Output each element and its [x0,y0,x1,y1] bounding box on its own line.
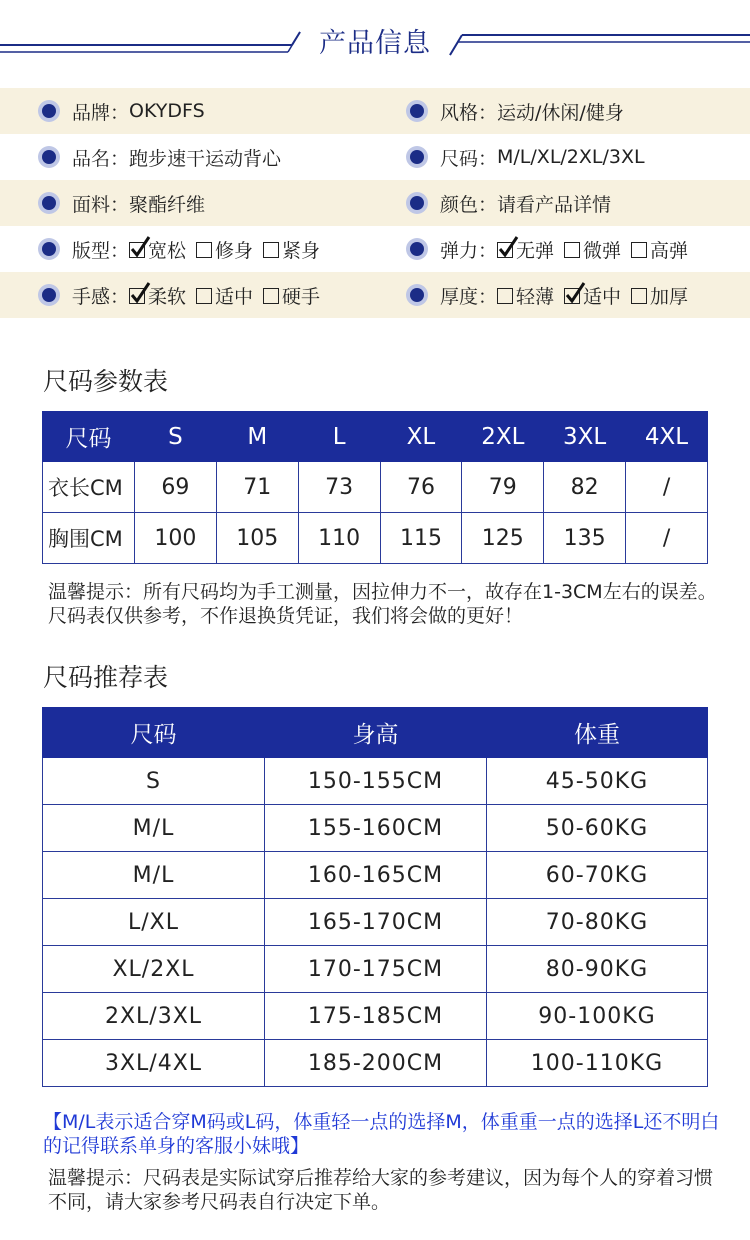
size-params-title: 尺码参数表 [43,367,169,396]
checkbox-icon [263,288,279,304]
option-item [129,282,186,309]
size-reco-table [42,707,708,1087]
table-cell: 135 [544,513,626,564]
option-label: 无弹 [516,239,555,262]
table-row [43,899,708,946]
table-cell: M/L [43,805,265,852]
table-cell: / [626,513,708,564]
table-row [43,993,708,1040]
table-header-cell: 3XL [544,412,626,462]
table-cell: 125 [462,513,544,564]
table-cell: 170-175CM [265,946,487,993]
bullet-icon [410,242,424,256]
table-cell: 50-60KG [487,805,708,852]
size-params-table [42,411,708,564]
info-label: 颜色： [440,193,498,216]
option-label: 高弹 [650,239,689,262]
table-header-cell: XL [380,412,462,462]
bullet-icon [410,150,424,164]
info-row [0,180,750,226]
checkbox-icon [263,242,279,258]
info-label: 弹力： [440,239,498,262]
product-info [0,88,750,318]
table-header-row [43,708,708,758]
option-item [564,282,621,309]
table-cell: 105 [216,513,298,564]
thickness-options [410,282,698,309]
table-cell: S [43,758,265,805]
table-row [43,805,708,852]
option-item [129,236,186,263]
size-reco-blue-note: 【M/L表示适合穿M码或L码，体重轻一点的选择M，体重重一点的选择L还不明白的记得联系单身的客服小妹哦】 [43,1111,720,1157]
table-cell: 150-155CM [265,758,487,805]
table-header-cell: 尺码 [43,708,265,758]
option-label: 加厚 [650,285,689,308]
checkbox-icon [564,242,580,258]
table-cell: 69 [135,462,217,513]
checkbox-icon [631,288,647,304]
option-item [497,236,554,263]
info-value: 跑步速干运动背心 [129,147,282,170]
option-label: 适中 [583,285,622,308]
info-value: 请看产品详情 [497,193,612,216]
table-cell: 80-90KG [487,946,708,993]
info-label: 风格： [440,101,498,124]
table-cell: 82 [544,462,626,513]
elastic-options [410,236,698,263]
table-header-cell: M [216,412,298,462]
table-cell: M/L [43,852,265,899]
option-label: 宽松 [148,239,187,262]
checkbox-icon [196,242,212,258]
size-reco-note: 温馨提示：尺码表是实际试穿后推荐给大家的参考建议，因为每个人的穿着习惯不同，请大家参考尺码表自行决定下单。 [48,1167,714,1213]
bullet-icon [42,196,56,210]
option-item [564,236,621,263]
checkbox-checked-icon [564,288,580,304]
table-row [43,852,708,899]
table-header-cell: 身高 [265,708,487,758]
table-cell: 衣长CM [43,462,135,513]
info-value: 运动/休闲/健身 [497,101,624,124]
option-label: 微弹 [583,239,622,262]
fit-options [42,236,330,263]
table-cell: 3XL/4XL [43,1040,265,1087]
table-cell: L/XL [43,899,265,946]
option-label: 柔软 [148,285,187,308]
table-cell: 2XL/3XL [43,993,265,1040]
option-label: 紧身 [282,239,321,262]
table-cell: 100 [135,513,217,564]
info-label: 品牌： [72,101,130,124]
table-row [43,758,708,805]
checkbox-checked-icon [129,288,145,304]
checkbox-checked-icon [497,242,513,258]
checkbox-icon [631,242,647,258]
table-cell: 76 [380,462,462,513]
table-header-cell: 体重 [487,708,708,758]
table-cell: XL/2XL [43,946,265,993]
option-item [497,282,554,309]
checkbox-icon [497,288,513,304]
table-cell: 45-50KG [487,758,708,805]
info-label: 尺码： [440,147,498,170]
table-header-cell: 尺码 [43,412,135,462]
table-cell: 185-200CM [265,1040,487,1087]
table-cell: 115 [380,513,462,564]
info-label: 厚度： [440,285,498,308]
info-value: OKYDFS [129,100,205,122]
info-row [0,226,750,272]
table-cell: 60-70KG [487,852,708,899]
table-row [43,1040,708,1087]
table-cell: 71 [216,462,298,513]
table-header-row [43,412,708,462]
section-header [0,0,750,70]
info-row [0,134,750,180]
table-cell: 70-80KG [487,899,708,946]
table-cell: / [626,462,708,513]
table-cell: 110 [298,513,380,564]
bullet-icon [42,104,56,118]
table-header-cell: 2XL [462,412,544,462]
page-title: 产品信息 [319,28,431,59]
info-row [0,272,750,318]
option-item [631,236,688,263]
option-label: 修身 [215,239,254,262]
table-row [43,513,708,564]
table-cell: 胸围CM [43,513,135,564]
bullet-icon [42,288,56,302]
bullet-icon [42,150,56,164]
option-label: 适中 [215,285,254,308]
bullet-icon [410,196,424,210]
table-cell: 155-160CM [265,805,487,852]
table-cell: 73 [298,462,380,513]
table-cell: 79 [462,462,544,513]
info-label: 品名： [72,147,130,170]
info-label: 面料： [72,193,130,216]
table-header-cell: L [298,412,380,462]
option-item [631,282,688,309]
checkbox-icon [196,288,212,304]
checkbox-checked-icon [129,242,145,258]
table-cell: 90-100KG [487,993,708,1040]
option-item [263,282,320,309]
table-cell: 100-110KG [487,1040,708,1087]
option-item [196,282,253,309]
info-row [0,88,750,134]
option-item [196,236,253,263]
size-reco-title: 尺码推荐表 [43,663,169,692]
table-header-cell: 4XL [626,412,708,462]
table-header-cell: S [135,412,217,462]
option-label: 硬手 [282,285,321,308]
table-row [43,946,708,993]
bullet-icon [410,104,424,118]
option-item [263,236,320,263]
info-label: 手感： [72,285,130,308]
table-cell: 165-170CM [265,899,487,946]
table-cell: 160-165CM [265,852,487,899]
table-row [43,462,708,513]
info-value: M/L/XL/2XL/3XL [497,146,645,168]
size-params-note: 温馨提示：所有尺码均为手工测量，因拉伸力不一，故存在1-3CM左右的误差。尺码表仅供参考，不作退换货凭证，我们将会做的更好！ [48,581,717,627]
info-value: 聚酯纤维 [129,193,206,216]
info-label: 版型： [72,239,130,262]
bullet-icon [42,242,56,256]
feel-options [42,282,330,309]
option-label: 轻薄 [516,285,555,308]
table-cell: 175-185CM [265,993,487,1040]
bullet-icon [410,288,424,302]
